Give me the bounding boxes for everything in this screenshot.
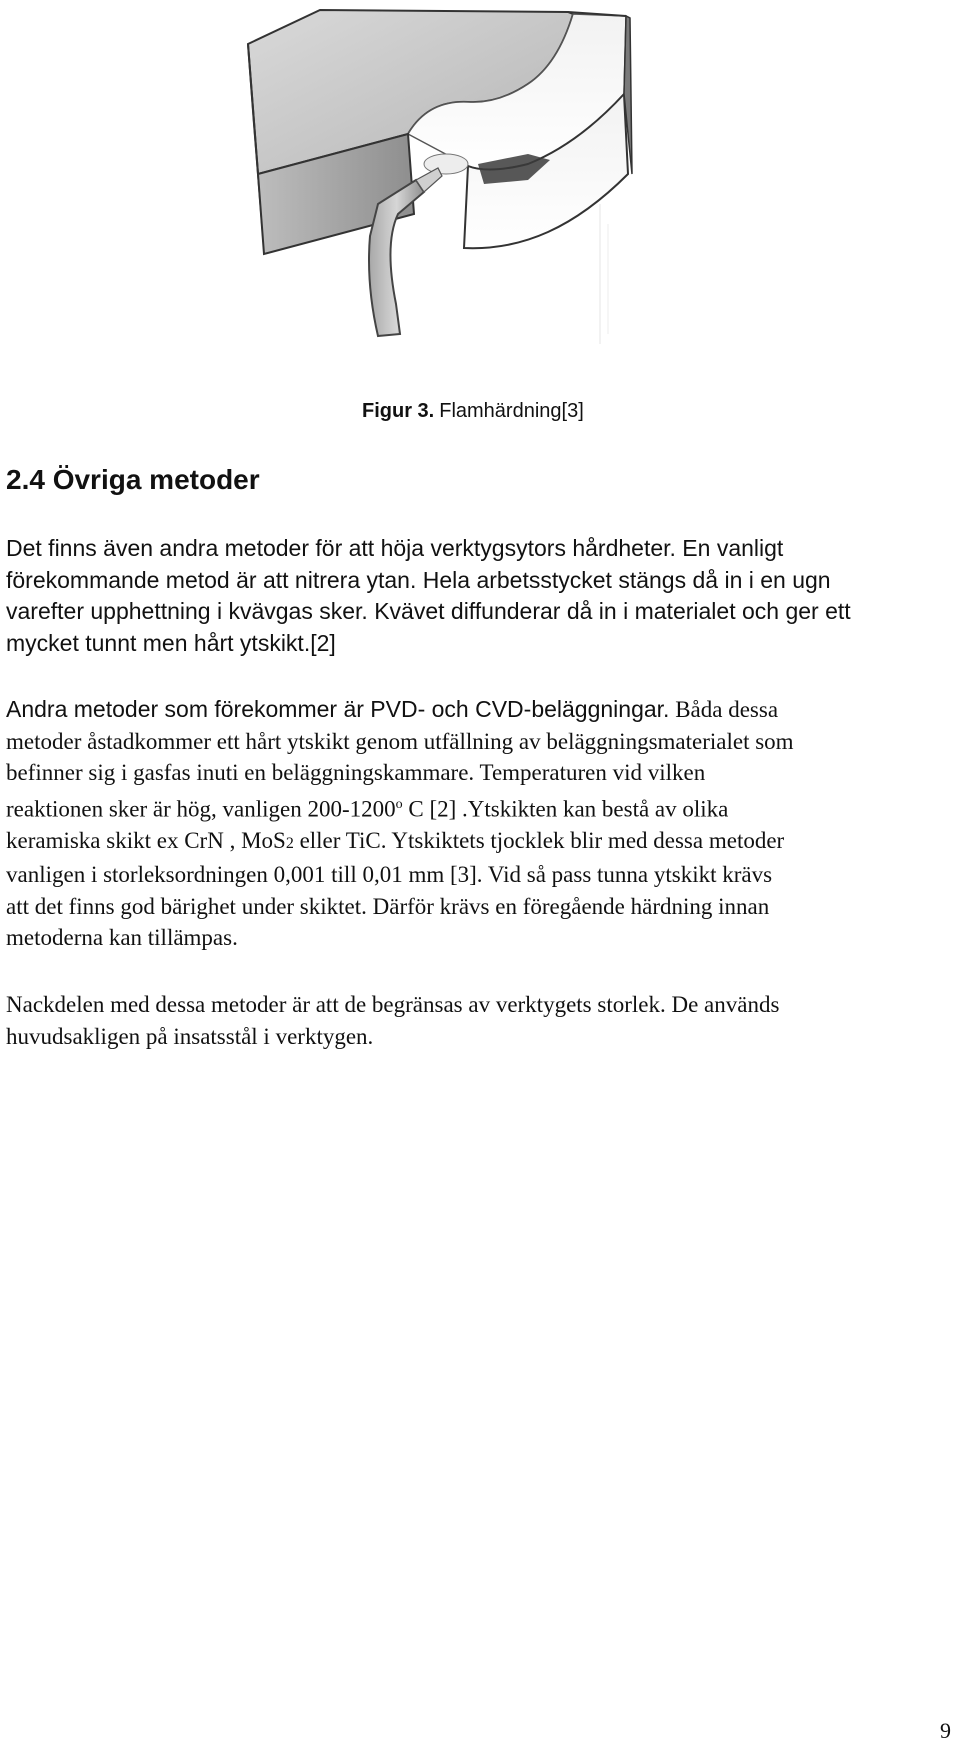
section-heading: 2.4 Övriga metoder [6, 464, 260, 495]
figure-caption [362, 400, 584, 423]
text-line: vanligen i storleksordningen 0,001 till 0,01 mm [3]. Vid så pass tunna ytskikt krävs [6, 862, 773, 888]
text-line: förekommande metod är att nitrera ytan. Hela arbetsstycket stängs då in i en ugn [6, 566, 831, 593]
paragraph-1 [6, 533, 956, 659]
burner-nozzle [369, 180, 424, 336]
text-line: varefter upphettning i kvävgas sker. Kvävet diffunderar då in i materialet och ger ett [6, 598, 851, 624]
flame-hardening-figure [228, 4, 728, 404]
text-segment: Båda dessa [669, 697, 779, 722]
text-line: metoder åstadkommer ett hårt ytskikt genom utfällning av beläggningsmaterialet som [6, 728, 794, 754]
text-line: metoderna kan tillämpas. [6, 925, 238, 951]
subscript-2: 2 [285, 834, 294, 852]
figure-title: Flamhärdning[3] [439, 400, 584, 422]
text-segment: Andra metoder som förekommer är PVD- och CVD-beläggningar. [6, 696, 670, 722]
flame-glow [424, 154, 468, 174]
text-line [6, 789, 956, 825]
page-number: 9 [940, 1718, 951, 1743]
figure-label: Figur 3. [362, 400, 435, 422]
text-segment: keramiska skikt ex CrN , MoS [6, 827, 286, 853]
paragraph-2 [6, 694, 956, 954]
paragraph-3 [6, 989, 956, 1052]
text-line: befinner sig i gasfas inuti en beläggningskammare. Temperaturen vid vilken [6, 760, 706, 785]
text-line: Nackdelen med dessa metoder är att de begränsas av verktygets storlek. De används [6, 992, 780, 1017]
text-line [6, 825, 956, 860]
text-segment: C [2] .Ytskikten kan bestå av olika [402, 796, 729, 822]
text-line: mycket tunnt men hårt ytskikt.[2] [6, 629, 336, 656]
text-line: Det finns även andra metoder för att höja verktygsytors hårdheter. En vanligt [6, 535, 784, 561]
degree-superscript: o [395, 796, 403, 812]
text-segment: reaktionen sker är hög, vanligen 200-1200 [6, 796, 396, 822]
text-segment: eller TiC. Ytskiktets tjocklek blir med dessa metoder [293, 827, 785, 853]
text-line: att det finns god bärighet under skiktet. Därför krävs en föregående härdning innan [6, 893, 770, 919]
text-line: huvudsakligen på insatsstål i verktygen. [6, 1023, 374, 1049]
text-line [6, 694, 956, 726]
